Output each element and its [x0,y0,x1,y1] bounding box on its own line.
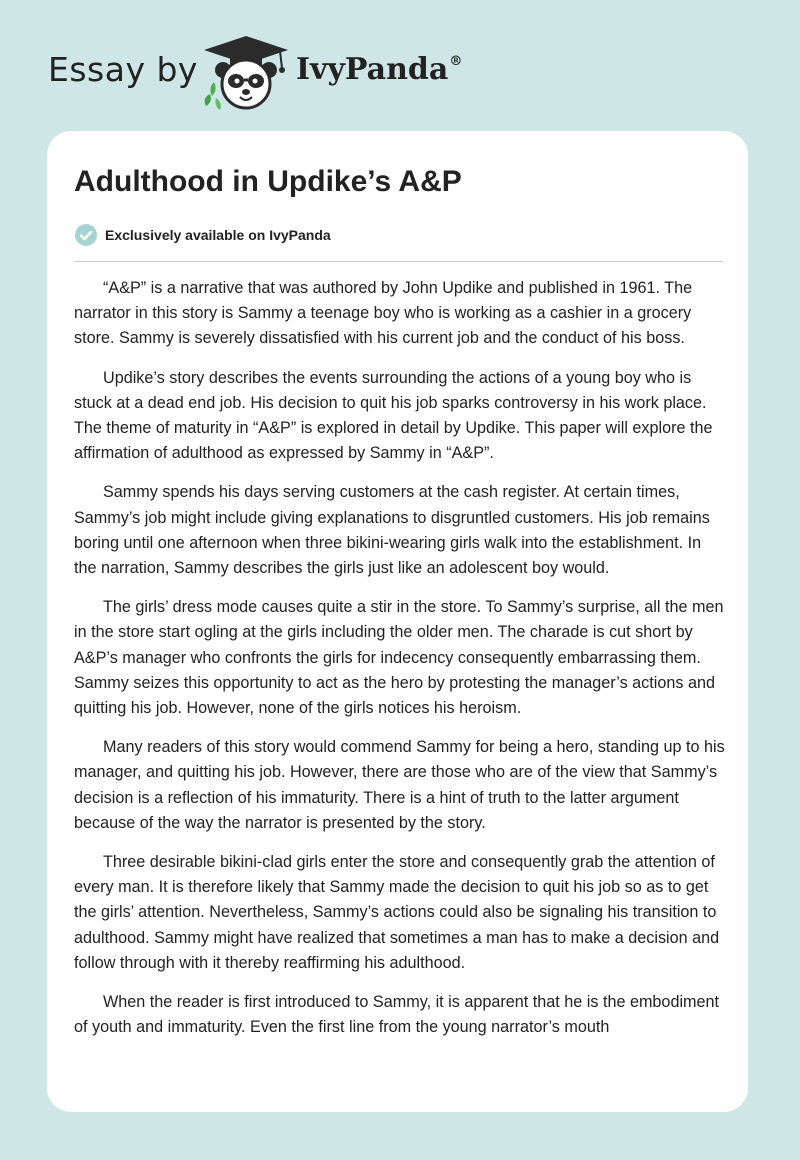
registered-mark: ® [449,54,463,69]
brand-text: IvyPanda [296,52,449,87]
check-circle-icon [75,224,97,246]
brand-name[interactable] [296,52,462,87]
page-title: Adulthood in Updike’s A&P [74,165,462,198]
ivypanda-logo-icon[interactable] [200,34,292,112]
paragraph: Three desirable bikini-clad girls enter the store and consequently grab the attention of every man. It is therefore likely that Sammy made the decision to quit his job so as to get the girls’ attention. Nevertheless, Sammy’s actions could also be signaling his transition to adulthood. Sammy might have realized that sometimes a man has to make a decision and follow through with it thereby reaffirming his adulthood. [74,853,720,972]
paragraph: When the reader is first introduced to Sammy, it is apparent that he is the embodiment of youth and immaturity. Even the first line from the young narrator’s mouth [74,993,720,1037]
paragraph: Updike’s story describes the events surrounding the actions of a young boy who is stuck at a dead end job. His decision to quit his job sparks controversy in his work place. The theme of maturity in “A&P” is explored in detail by Updike. This paper will explore the affirmation of adulthood as expressed by Sammy in “A&P”. [74,368,713,463]
exclusive-badge-label: Exclusively available on IvyPanda [105,227,331,243]
site-header [0,0,800,120]
paragraph: Sammy spends his days serving customers at the cash register. At certain times, Sammy’s job might include giving explanations to disgruntled customers. His job remains boring until one afternoon when three bikini-wearing girls walk into the establishment. In the narration, Sammy describes the girls just like an adolescent boy would. [74,483,710,578]
essay-card [47,131,748,1112]
paragraph: Many readers of this story would commend Sammy for being a hero, standing up to his manager, and quitting his job. However, there are those who are of the view that Sammy’s decision is a reflection of his immaturity. There is a hint of truth to the latter argument because of the way the narrator is presented by the story. [74,738,725,832]
essay-body [74,276,726,1054]
title-divider [74,261,723,262]
paragraph: The girls’ dress mode causes quite a stir in the store. To Sammy’s surprise, all the men in the store start ogling at the girls including the older men. The charade is cut short by A&P’s manager who confronts the girls for indecency consequently embarrassing them. Sammy seizes this opportunity to act as the hero by protesting the manager’s actions and quitting his job. However, none of the girls notices his heroism. [74,598,724,718]
paragraph: “A&P” is a narrative that was authored by John Updike and published in 1961. The narrator in this story is Sammy a teenage boy who is working as a cashier in a grocery store. Sammy is severely dissatisfied with his current job and the conduct of his boss. [74,279,693,348]
essay-by-label: Essay by [48,50,198,89]
exclusive-badge [75,223,331,247]
